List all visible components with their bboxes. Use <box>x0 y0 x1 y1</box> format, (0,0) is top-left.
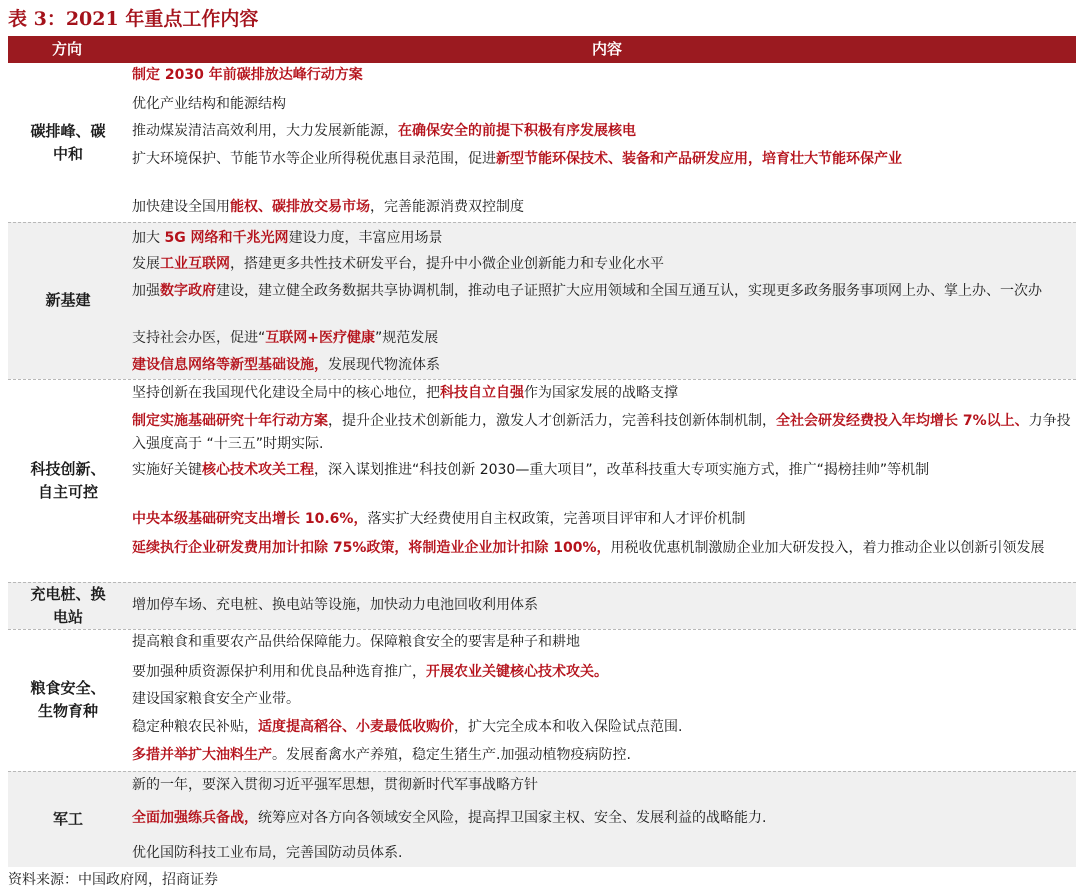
content-text: 用税收优惠机制激励企业加大研发投入，着力推动企业以创新引领发展 <box>610 540 1045 556</box>
highlight-text: 建设信息网络等新型基础设施， <box>132 357 328 373</box>
content-item <box>132 327 1072 350</box>
content-text: 优化国防科技工业布局，完善国防动员体系. <box>132 845 403 861</box>
source-note: 资料来源：中国政府网，招商证券 <box>8 872 218 888</box>
highlight-text: 核心技术攻关工程 <box>202 462 314 478</box>
highlight-text: 延续执行企业研发费用加计扣除 75%政策，将制造业企业加计扣除 100%， <box>132 540 611 556</box>
highlight-text: 适度提高稻谷、小麦最低收购价 <box>258 719 454 735</box>
highlight-text: 新型节能环保技术、装备和产品研发应用，培育壮大节能环保产业 <box>496 151 902 167</box>
content-item <box>132 253 1072 276</box>
content-item <box>132 631 1072 654</box>
content-text: 建设力度，丰富应用场景 <box>288 230 443 246</box>
highlight-text: 5G 网络和千兆光网 <box>164 230 289 246</box>
content-item <box>132 661 1072 684</box>
content-item <box>132 807 1072 830</box>
table-section <box>8 379 1076 582</box>
direction-cell <box>8 64 128 222</box>
content-text: 发展现代物流体系 <box>328 357 440 373</box>
table-section <box>8 64 1076 222</box>
content-text: 稳定种粮农民补贴， <box>132 719 258 735</box>
content-item <box>132 842 1072 865</box>
content-text: 新的一年，要深入贯彻习近平强军思想，贯彻新时代军事战略方针 <box>132 777 538 793</box>
row-divider <box>8 771 1076 772</box>
content-text: ，扩大完全成本和收入保险试点范围. <box>454 719 683 735</box>
direction-label: 科技创新、 自主可控 <box>30 459 106 501</box>
content-text: ，完善能源消费双控制度 <box>370 199 524 215</box>
highlight-text: 能权、碳排放交易市场 <box>230 199 370 215</box>
table-section <box>8 771 1076 867</box>
highlight-text: 多措并举扩大油料生产 <box>132 747 272 763</box>
content-text: 加大 <box>132 230 165 246</box>
content-item <box>132 148 1072 171</box>
content-text: 坚持创新在我国现代化建设全局中的核心地位，把 <box>132 385 440 401</box>
content-item <box>132 227 1072 250</box>
content-text: 加快建设全国用 <box>132 199 230 215</box>
direction-label: 新基建 <box>45 291 91 309</box>
content-text: ”规范发展 <box>375 330 439 346</box>
content-text: 落实扩大经费使用自主权政策，完善项目评审和人才评价机制 <box>367 511 746 527</box>
direction-label: 军工 <box>52 809 83 828</box>
highlight-text: 互联网+医疗健康 <box>265 330 375 346</box>
highlight-text: 数字政府 <box>160 283 216 299</box>
direction-cell <box>8 629 128 771</box>
table-header <box>8 36 1076 63</box>
highlight-text: 制定 2030 年前碳排放达峰行动方案 <box>132 67 363 83</box>
table-section <box>8 582 1076 629</box>
row-divider <box>8 582 1076 583</box>
content-text: 推动煤炭清洁高效利用，大力发展新能源， <box>132 123 398 139</box>
content-text: 。发展畜禽水产养殖，稳定生猪生产.加强动植物疫病防控. <box>272 747 631 763</box>
content-text: 发展 <box>132 256 160 272</box>
content-item <box>132 688 1072 711</box>
highlight-text: 制定实施基础研究十年行动方案 <box>132 413 328 429</box>
content-text: ，深入谋划推进“科技创新 2030—重大项目”，改革科技重大专项实施方式，推广“揭榜挂帅”等机制 <box>314 462 930 478</box>
direction-cell <box>8 582 128 629</box>
content-text: ，提升企业技术创新能力，激发人才创新活力，完善科技创新体制机制， <box>328 413 776 429</box>
highlight-text: 全社会研发经费投入年均增长 7%以上、 <box>776 413 1029 429</box>
content-item <box>132 196 1072 219</box>
content-text: 作为国家发展的战略支撑 <box>524 385 678 401</box>
content-item <box>132 93 1072 116</box>
header-direction: 方向 <box>51 40 82 58</box>
content-text: 力争投入强度高于 “十三五”时期实际. <box>132 413 1071 452</box>
content-text: 优化产业结构和能源结构 <box>132 96 286 112</box>
direction-label: 充电桩、换 电站 <box>30 584 106 626</box>
row-divider <box>8 629 1076 630</box>
content-text: 扩大环境保护、节能节水等企业所得税优惠目录范围，促进 <box>132 151 496 167</box>
direction-cell <box>8 222 128 379</box>
highlight-text: 开展农业关键核心技术攻关。 <box>426 664 608 680</box>
content-text: 建设国家粮食安全产业带。 <box>132 691 300 707</box>
direction-label: 碳排峰、碳 中和 <box>30 122 106 163</box>
header-content: 内容 <box>591 40 622 58</box>
content-item <box>132 354 1072 377</box>
content-text: ，搭建更多共性技术研发平台，提升中小微企业创新能力和专业化水平 <box>230 256 664 272</box>
content-item <box>132 64 1072 87</box>
content-item <box>132 744 1072 767</box>
row-divider <box>8 222 1076 223</box>
content-item <box>132 280 1072 303</box>
content-text: 统筹应对各方向各领域安全风险，提高捍卫国家主权、安全、发展利益的战略能力. <box>258 810 767 826</box>
row-divider <box>8 379 1076 380</box>
content-text: 增加停车场、充电桩、换电站等设施，加快动力电池回收利用体系 <box>132 597 538 613</box>
content-text: 要加强种质资源保护利用和优良品种选育推广， <box>132 664 426 680</box>
highlight-text: 全面加强练兵备战， <box>132 810 258 826</box>
content-text: 提高粮食和重要农产品供给保障能力。保障粮食安全的要害是种子和耕地 <box>132 634 580 650</box>
content-item <box>132 716 1072 739</box>
content-item <box>132 594 1072 617</box>
direction-cell <box>8 379 128 582</box>
content-text: 实施好关键 <box>132 462 202 478</box>
table-section <box>8 629 1076 771</box>
content-text: 加强 <box>132 283 160 299</box>
highlight-text: 在确保安全的前提下积极有序发展核电 <box>398 123 636 139</box>
highlight-text: 工业互联网 <box>160 256 230 272</box>
direction-label: 粮食安全、 生物育种 <box>30 679 106 720</box>
content-text: 建设，建立健全政务数据共享协调机制，推动电子证照扩大应用领域和全国互通互认，实现更多政务服务事项网上办、掌上办、一次办 <box>216 283 1042 299</box>
table-title: 表 3：2021 年重点工作内容 <box>8 8 259 30</box>
content-text: 支持社会办医，促进“ <box>132 330 266 346</box>
content-item <box>132 537 1072 560</box>
content-item <box>132 382 1072 405</box>
direction-cell <box>8 771 128 867</box>
content-item <box>132 774 1072 797</box>
content-item <box>132 120 1072 143</box>
highlight-text: 科技自立自强 <box>440 385 524 401</box>
table-section <box>8 222 1076 379</box>
highlight-text: 中央本级基础研究支出增长 10.6%， <box>132 511 368 527</box>
content-item <box>132 508 1072 531</box>
content-item <box>132 459 1072 482</box>
content-item <box>132 410 1072 456</box>
